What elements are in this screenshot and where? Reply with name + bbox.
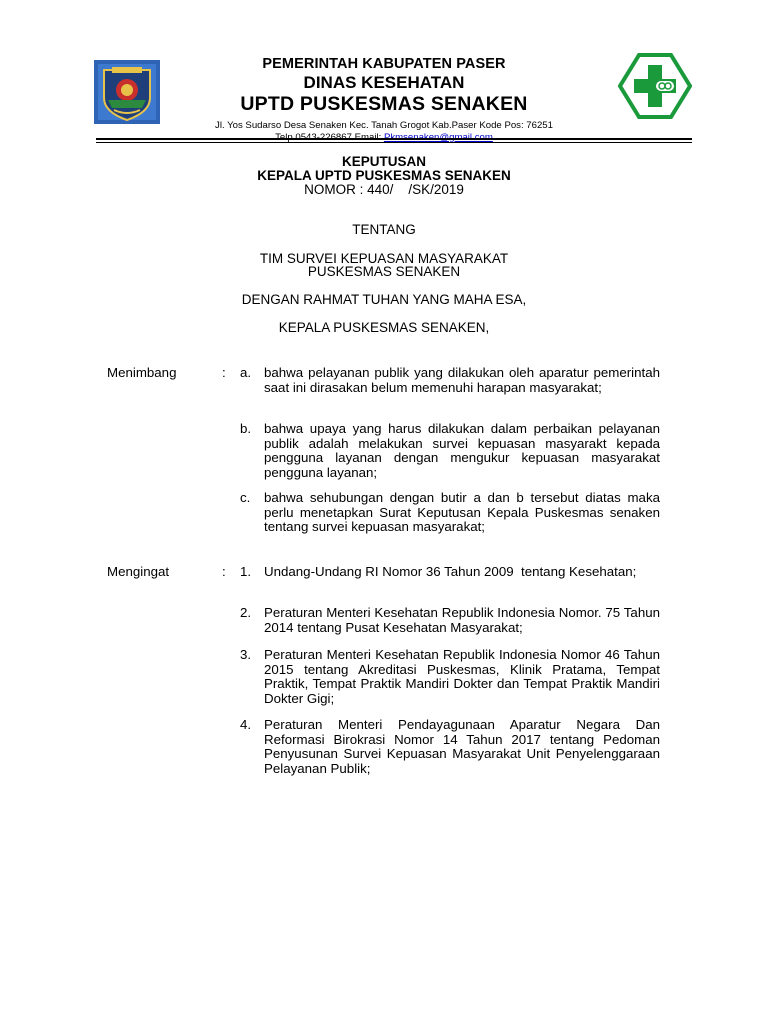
letterhead-unit: UPTD PUSKESMAS SENAKEN xyxy=(240,93,528,115)
mengingat-item-4: Peraturan Menteri Pendayagunaan Aparatur Negara Dan Reformasi Birokrasi Nomor 14 Tahun 2017 tentang Pedoman Penyusunan Survei Kepuasan Masyarakat Unit Penyelenggaraan Pelayanan Publik; xyxy=(264,717,660,776)
decree-subject-line1: TIM SURVEI KEPUASAN MASYARAKAT xyxy=(259,251,509,266)
letterhead-address: Jl. Yos Sudarso Desa Senaken Kec. Tanah Grogot Kab.Paser Kode Pos: 76251 xyxy=(215,120,553,131)
letterhead-agency: DINAS KESEHATAN xyxy=(303,73,465,92)
menimbang-item-b: bahwa upaya yang harus dilakukan dalam perbaikan pelayanan publik adalah melakukan survei kepuasan masyarakt kepada pengguna layanan dengan mengukur kepuasan masyarakat pengguna layanan; xyxy=(264,421,660,480)
menimbang-marker-c: c. xyxy=(240,490,251,505)
decree-number xyxy=(0,182,768,198)
decree-about: TENTANG xyxy=(352,222,416,237)
mengingat-colon: : xyxy=(222,564,226,579)
mengingat-marker-2: 2. xyxy=(240,605,252,620)
mengingat-item-1: Undang-Undang RI Nomor 36 Tahun 2009 tentang Kesehatan; xyxy=(264,564,637,579)
menimbang-colon: : xyxy=(222,365,226,380)
decree-invocation: DENGAN RAHMAT TUHAN YANG MAHA ESA, xyxy=(241,292,527,307)
puskesmas-logo-icon xyxy=(618,53,692,119)
menimbang-label: Menimbang xyxy=(107,365,177,380)
decree-head-title: KEPALA PUSKESMAS SENAKEN, xyxy=(278,320,490,335)
mengingat-marker-1: 1. xyxy=(240,564,252,579)
letterhead-divider-thin xyxy=(96,142,692,143)
mengingat-marker-3: 3. xyxy=(240,647,252,662)
mengingat-marker-4: 4. xyxy=(240,717,252,732)
menimbang-marker-a: a. xyxy=(240,365,252,380)
decree-number-text: NOMOR : 440/ /SK/2019 xyxy=(304,182,464,197)
letterhead-divider-thick xyxy=(96,138,692,140)
decree-subject-line2: PUSKESMAS SENAKEN xyxy=(307,264,461,279)
mengingat-item-2: Peraturan Menteri Kesehatan Republik Indonesia Nomor. 75 Tahun 2014 tentang Pusat Kesehatan Masyarakat; xyxy=(264,605,660,635)
letterhead-government: PEMERINTAH KABUPATEN PASER xyxy=(262,56,506,72)
menimbang-item-a: bahwa pelayanan publik yang dilakukan oleh aparatur pemerintah saat ini dirasakan belum memenuhi harapan masyarakat; xyxy=(264,365,660,395)
mengingat-item-3: Peraturan Menteri Kesehatan Republik Indonesia Nomor 46 Tahun 2015 tentang Akreditasi Puskesmas, Klinik Pratama, Tempat Praktik, Tempat Praktik Mandiri Dokter dan Tempat Praktik Mandiri Dokter Gigi; xyxy=(264,647,660,706)
kabupaten-paser-emblem-icon xyxy=(94,60,160,124)
decree-issuer: KEPALA UPTD PUSKESMAS SENAKEN xyxy=(257,168,511,183)
mengingat-label: Mengingat xyxy=(107,564,170,579)
decree-heading: KEPUTUSAN xyxy=(341,154,426,169)
menimbang-marker-b: b. xyxy=(240,421,252,436)
letterhead xyxy=(170,56,598,144)
menimbang-item-c: bahwa sehubungan dengan butir a dan b tersebut diatas maka perlu menetapkan Surat Keputusan Kepala Puskesmas senaken tentang survei kepuasan masyarakat; xyxy=(264,490,660,534)
